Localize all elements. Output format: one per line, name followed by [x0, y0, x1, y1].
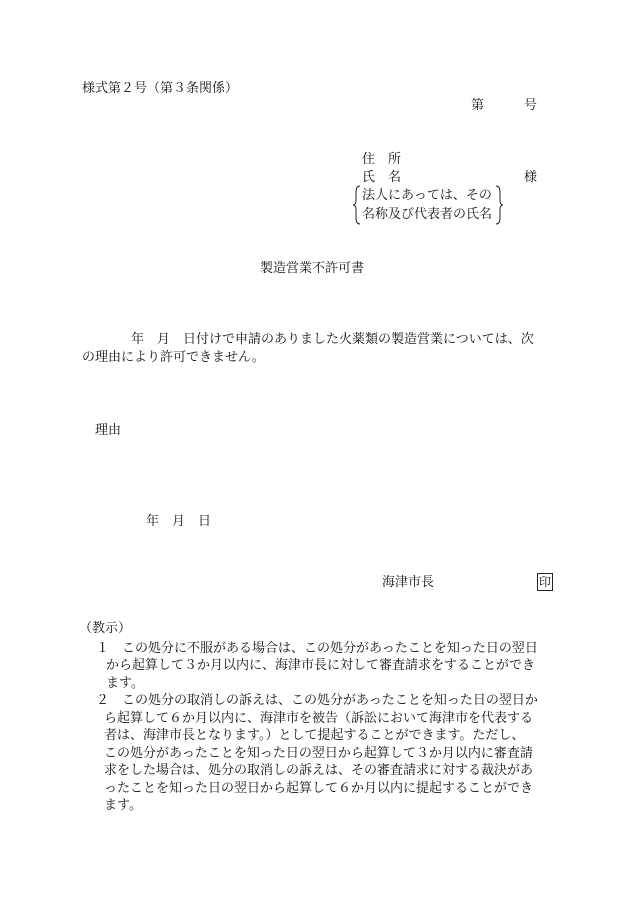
- notice-line: から起算して３か月以内に、海津市長に対して審査請求をすることができ: [106, 658, 536, 673]
- notice-line: この処分があったことを知った日の翌日から起算して３か月以内に審査請: [104, 745, 533, 761]
- notice-line: ったことを知った日の翌日から起算して６か月以内に提起することができ: [104, 780, 534, 796]
- notice-item-number: ２: [96, 693, 110, 708]
- doc-number-prefix: 第: [471, 98, 485, 113]
- doc-number-suffix: 号: [524, 98, 538, 113]
- corporate-note: [353, 184, 503, 226]
- notice-item-2: [82, 692, 562, 815]
- name-label: 氏 名: [362, 170, 402, 185]
- reason-label: 理由: [95, 423, 122, 438]
- notice-section: [79, 620, 562, 815]
- body-line2: の理由により許可できません。: [82, 350, 265, 365]
- seal-stamp: 印: [538, 575, 551, 589]
- body-line1: 年 月 日付けで申請のありました火薬類の製造営業については、次: [131, 332, 534, 347]
- notice-line: この処分の取消しの訴えは、この処分があったことを知った日の翌日か: [122, 693, 538, 708]
- form-id: 様式第２号（第３条関係）: [82, 81, 239, 96]
- notice-heading: （教示）: [79, 621, 132, 636]
- corp-note-line1: 法人にあっては、その: [362, 188, 492, 203]
- address-label: 住 所: [362, 152, 402, 167]
- notice-line: ます。: [106, 675, 144, 691]
- issuer-name: 海津市長: [382, 575, 435, 590]
- notice-line: 求をした場合は、処分の取消しの訴えは、その審査請求に対する裁決があ: [104, 763, 534, 778]
- date-line: 年 月 日: [146, 514, 212, 529]
- document-title: 製造営業不許可書: [260, 261, 365, 276]
- honorific: 様: [524, 170, 538, 185]
- notice-line: この処分に不服がある場合は、この処分があったことを知った日の翌日: [122, 640, 538, 656]
- corp-note-line2: 名称及び代表者の氏名: [362, 207, 493, 222]
- notice-line: ら起算して６か月以内に、海津市を被告（訴訟において海津市を代表する: [104, 710, 534, 726]
- notice-line: ます。: [104, 798, 142, 813]
- notice-item-1: [82, 640, 562, 693]
- notice-item-number: １: [96, 640, 110, 656]
- notice-line: 者は、海津市長となります。）として提起することができます。ただし、: [104, 728, 525, 743]
